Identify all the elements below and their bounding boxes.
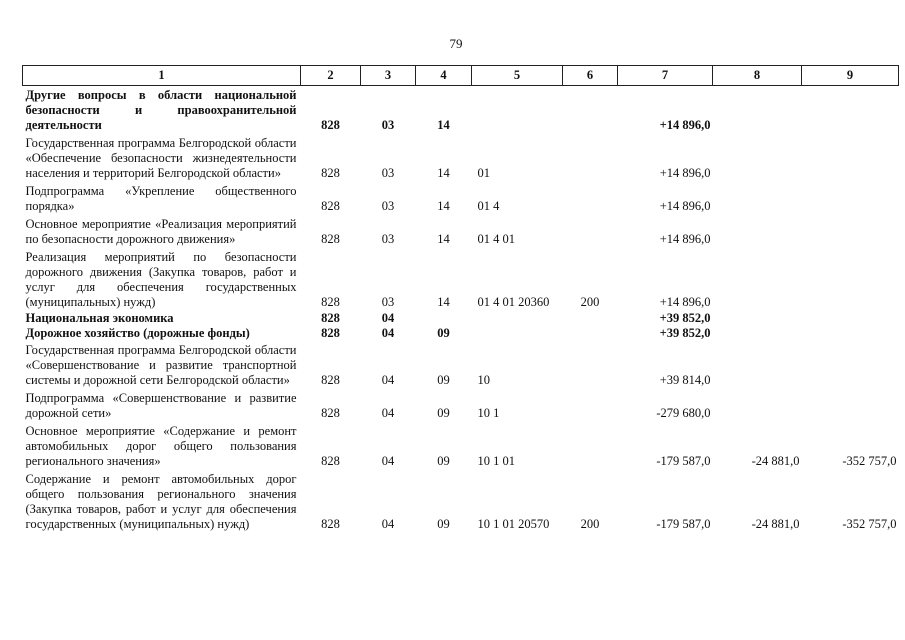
cell-col-3: 03 <box>381 232 395 246</box>
cell-col-2: 828 <box>321 373 340 387</box>
cell-col-4: 09 <box>437 326 450 340</box>
cell-col-2: 828 <box>321 166 340 180</box>
cell-col-5: 01 4 01 20360 <box>477 295 550 309</box>
cell-col-8: -24 881,0 <box>751 517 800 531</box>
cell-col-4: 09 <box>437 454 450 468</box>
cell-col-5 <box>472 326 563 341</box>
cell-col-3: 04 <box>381 406 395 420</box>
table-row <box>23 341 899 389</box>
cell-col-9 <box>802 248 899 311</box>
cell-col-8 <box>713 311 802 326</box>
cell-col-7: +14 896,0 <box>659 199 711 213</box>
cell-col-9 <box>802 326 899 341</box>
cell-col-9 <box>802 86 899 135</box>
cell-col-9: -352 757,0 <box>842 454 897 468</box>
row-name: Содержание и ремонт автомобильных дорог общего пользования регионального значения (Закупка товаров, работ и услуг для обеспечения государственных (муниципальных) нужд) <box>25 472 297 531</box>
cell-col-4: 09 <box>437 517 450 531</box>
cell-col-9 <box>802 389 899 422</box>
cell-col-4: 09 <box>437 406 450 420</box>
cell-col-3: 03 <box>381 295 395 309</box>
header-col-6: 6 <box>563 66 618 86</box>
cell-col-8 <box>713 215 802 248</box>
budget-table <box>22 65 899 533</box>
cell-col-6 <box>563 389 618 422</box>
header-col-4: 4 <box>416 66 472 86</box>
cell-col-8 <box>713 248 802 311</box>
cell-col-3: 04 <box>381 326 395 340</box>
table-row <box>23 86 899 135</box>
table-row <box>23 326 899 341</box>
table-row <box>23 134 899 182</box>
cell-col-6 <box>563 326 618 341</box>
cell-col-2: 828 <box>321 406 340 420</box>
cell-col-2: 828 <box>321 311 340 325</box>
table-row <box>23 248 899 311</box>
cell-col-8 <box>713 86 802 135</box>
cell-col-3: 04 <box>381 454 395 468</box>
cell-col-7: -179 587,0 <box>656 517 711 531</box>
header-row <box>23 66 899 86</box>
table-row <box>23 182 899 215</box>
cell-col-9 <box>802 311 899 326</box>
cell-col-9: -352 757,0 <box>842 517 897 531</box>
table-row <box>23 422 899 470</box>
row-name: Другие вопросы в области национальной безопасности и правоохранительной деятельности <box>25 88 297 132</box>
row-name: Основное мероприятие «Реализация мероприятий по безопасности дорожного движения» <box>25 217 297 246</box>
row-name: Подпрограмма «Укрепление общественного порядка» <box>25 184 297 213</box>
cell-col-6 <box>563 182 618 215</box>
cell-col-5: 10 1 01 20570 <box>477 517 550 531</box>
cell-col-2: 828 <box>321 199 340 213</box>
cell-col-7: +14 896,0 <box>659 232 711 246</box>
cell-col-6 <box>563 86 618 135</box>
cell-col-5: 01 4 <box>477 199 500 213</box>
cell-col-2: 828 <box>321 295 340 309</box>
header-col-5: 5 <box>472 66 563 86</box>
cell-col-4: 14 <box>437 295 450 309</box>
cell-col-5: 01 4 01 <box>477 232 515 246</box>
row-name: Дорожное хозяйство (дорожные фонды) <box>25 326 250 340</box>
table-row <box>23 311 899 326</box>
cell-col-8 <box>713 134 802 182</box>
row-name: Реализация мероприятий по безопасности дорожного движения (Закупка товаров, работ и услуг для обеспечения государственных (муниципальных) нужд) <box>25 250 297 309</box>
header-col-9: 9 <box>802 66 899 86</box>
cell-col-2: 828 <box>321 118 340 132</box>
cell-col-4: 14 <box>437 232 450 246</box>
cell-col-9 <box>802 134 899 182</box>
cell-col-7: +39 814,0 <box>659 373 711 387</box>
cell-col-5 <box>472 311 563 326</box>
cell-col-5: 10 1 01 <box>477 454 515 468</box>
cell-col-2: 828 <box>321 326 340 340</box>
row-name: Подпрограмма «Совершенствование и развитие дорожной сети» <box>25 391 297 420</box>
cell-col-6 <box>563 341 618 389</box>
cell-col-5: 01 <box>477 166 490 180</box>
header-col-1: 1 <box>23 66 301 86</box>
table-row <box>23 389 899 422</box>
cell-col-3: 04 <box>381 373 395 387</box>
cell-col-9 <box>802 341 899 389</box>
cell-col-6 <box>563 134 618 182</box>
cell-col-6: 200 <box>580 295 600 309</box>
cell-col-4: 09 <box>437 373 450 387</box>
header-col-8: 8 <box>713 66 802 86</box>
cell-col-6 <box>563 422 618 470</box>
cell-col-2: 828 <box>321 517 340 531</box>
cell-col-5 <box>472 86 563 135</box>
cell-col-3: 03 <box>381 118 395 132</box>
cell-col-6 <box>563 215 618 248</box>
cell-col-8 <box>713 182 802 215</box>
cell-col-6: 200 <box>580 517 600 531</box>
cell-col-2: 828 <box>321 454 340 468</box>
cell-col-6 <box>563 311 618 326</box>
page-number: 79 <box>449 36 463 51</box>
row-name: Государственная программа Белгородской области «Совершенствование и развитие транспортной системы и дорожной сети Белгородской области» <box>25 343 297 387</box>
cell-col-3: 03 <box>381 166 395 180</box>
table-row <box>23 215 899 248</box>
cell-col-5: 10 1 <box>477 406 500 420</box>
cell-col-7: -179 587,0 <box>656 454 711 468</box>
cell-col-4: 14 <box>437 166 450 180</box>
cell-col-4: 14 <box>437 118 450 132</box>
cell-col-3: 04 <box>381 311 395 325</box>
cell-col-3: 03 <box>381 199 395 213</box>
row-name: Основное мероприятие «Содержание и ремонт автомобильных дорог общего пользования регионального значения» <box>25 424 297 468</box>
cell-col-7: +14 896,0 <box>659 118 711 132</box>
cell-col-9 <box>802 215 899 248</box>
cell-col-7: +14 896,0 <box>659 166 711 180</box>
table-row <box>23 470 899 533</box>
row-name: Государственная программа Белгородской области «Обеспечение безопасности жизнедеятельности населения и территорий Белгородской области» <box>25 136 297 180</box>
cell-col-7: +39 852,0 <box>659 326 711 340</box>
cell-col-5: 10 <box>477 373 490 387</box>
cell-col-8: -24 881,0 <box>751 454 800 468</box>
cell-col-4: 14 <box>437 199 450 213</box>
cell-col-7: +14 896,0 <box>659 295 711 309</box>
cell-col-3: 04 <box>381 517 395 531</box>
row-name: Национальная экономика <box>25 311 174 325</box>
header-col-3: 3 <box>361 66 416 86</box>
header-col-2: 2 <box>301 66 361 86</box>
header-col-7: 7 <box>618 66 713 86</box>
cell-col-7: +39 852,0 <box>659 311 711 325</box>
cell-col-7: -279 680,0 <box>656 406 711 420</box>
cell-col-8 <box>713 389 802 422</box>
cell-col-8 <box>713 326 802 341</box>
cell-col-8 <box>713 341 802 389</box>
cell-col-9 <box>802 182 899 215</box>
cell-col-4 <box>416 311 472 326</box>
cell-col-2: 828 <box>321 232 340 246</box>
